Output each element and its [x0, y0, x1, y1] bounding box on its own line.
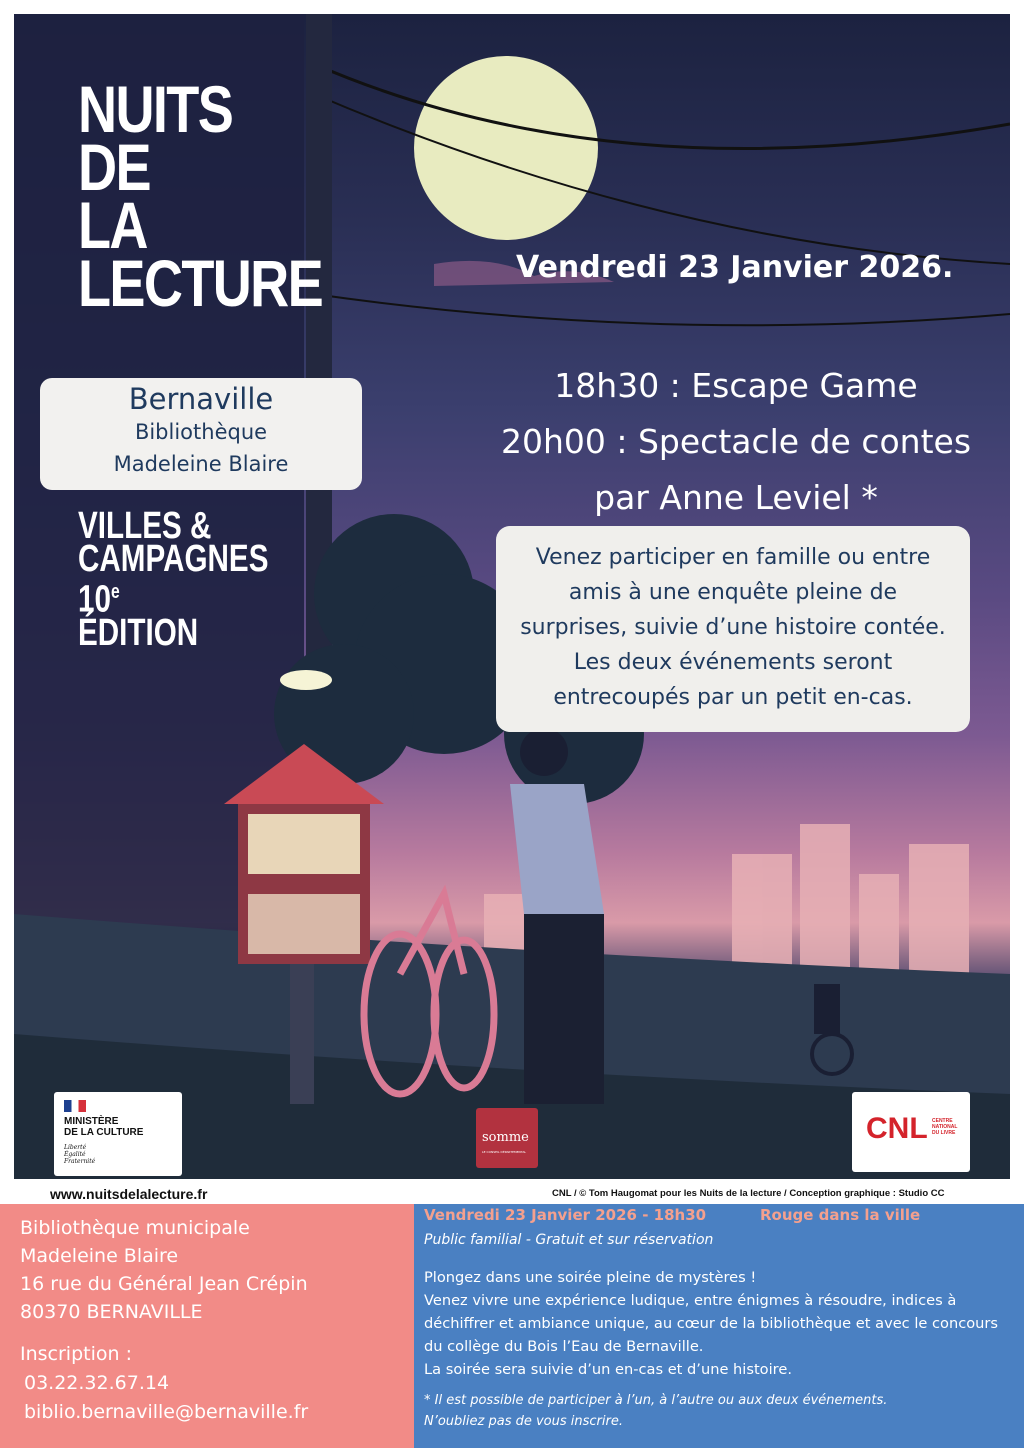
street-lamp	[280, 670, 332, 690]
body-paragraph: Venez vivre une expérience ludique, entre énigmes à résoudre, indices à déchiffrer et ambiance unique, au cœur de la bibliothèque et avec le concours du collège du Bois l’Eau de Bernaville.	[424, 1292, 999, 1355]
email-address[interactable]: biblio.bernaville@bernaville.fr	[24, 1401, 309, 1423]
ordinal-suffix: e	[110, 581, 120, 603]
somme-logo: somme LE CONSEIL DÉPARTEMENTAL	[476, 1108, 538, 1168]
program-item: 18h30 : Escape Game	[554, 366, 918, 405]
title-line: LECTURE	[78, 246, 323, 320]
library-town: Bernaville	[128, 382, 274, 416]
program-item: par Anne Leviel *	[594, 478, 878, 517]
footnote-line: N’oubliez pas de vous inscrire.	[424, 1414, 623, 1429]
event-title	[78, 72, 376, 320]
details-event-name: Rouge dans la ville	[760, 1206, 921, 1224]
address-line: 16 rue du Général Jean Crépin	[20, 1273, 308, 1295]
contact-panel	[0, 1204, 414, 1448]
program	[476, 358, 996, 526]
description-line: entrecoupés par un petit en-cas.	[553, 685, 913, 710]
footnote	[424, 1390, 1014, 1432]
details-heading: Vendredi 23 Janvier 2026 - 18h30	[424, 1206, 707, 1224]
description-line: Les deux événements seront	[573, 650, 893, 675]
credit-line: CNL / © Tom Haugomat pour les Nuits de la lecture / Conception graphique : Studio CC	[552, 1188, 945, 1199]
ministry-culture-logo: MINISTÈRE DE LA CULTURE Liberté Égalité Fraternité	[54, 1092, 182, 1176]
audience-info: Public familial - Gratuit et sur réservation	[424, 1232, 714, 1248]
description-box	[496, 526, 970, 732]
details-body	[424, 1266, 1014, 1381]
phone-number[interactable]: 03.22.32.67.14	[24, 1372, 170, 1394]
body-paragraph: Plongez dans une soirée pleine de mystères !	[424, 1269, 757, 1286]
poster-illustration	[14, 14, 1010, 1179]
address-line: 80370 BERNAVILLE	[20, 1301, 203, 1323]
registration-label: Inscription :	[20, 1343, 132, 1365]
cnl-logo: CNL CENTRE NATIONAL DU LIVRE	[852, 1092, 970, 1172]
title-line: DE	[78, 130, 150, 204]
library-box	[40, 378, 362, 490]
program-item: 20h00 : Spectacle de contes	[500, 422, 972, 461]
library-address	[20, 1214, 308, 1326]
theme-line: 10e	[78, 578, 120, 621]
address-line: Bibliothèque municipale	[20, 1217, 250, 1239]
title-line: LA	[78, 188, 147, 262]
theme-line: VILLES &	[78, 505, 212, 547]
title-line: NUITS	[78, 72, 233, 146]
library-name-line2: Madeleine Blaire	[113, 452, 289, 476]
event-date: Vendredi 23 Janvier 2026.	[516, 250, 954, 285]
website-link[interactable]: www.nuitsdelalecture.fr	[50, 1186, 208, 1202]
description-line: surprises, suivie d’une histoire contée.	[520, 615, 946, 640]
address-line: Madeleine Blaire	[20, 1245, 179, 1267]
footnote-line: * Il est possible de participer à l’un, à l’autre ou aux deux événements.	[424, 1393, 888, 1408]
moon	[414, 56, 598, 240]
description-line: Venez participer en famille ou entre	[535, 545, 931, 570]
theme-line: CAMPAGNES	[78, 538, 269, 580]
registration-info	[20, 1340, 308, 1427]
theme-line: ÉDITION	[78, 611, 199, 654]
body-paragraph: La soirée sera suivie d’un en-cas et d’une histoire.	[424, 1361, 792, 1378]
event-details-panel	[414, 1204, 1024, 1448]
library-name-line1: Bibliothèque	[134, 420, 268, 444]
edition-theme	[78, 505, 322, 654]
description-line: amis à une enquête pleine de	[568, 580, 898, 605]
